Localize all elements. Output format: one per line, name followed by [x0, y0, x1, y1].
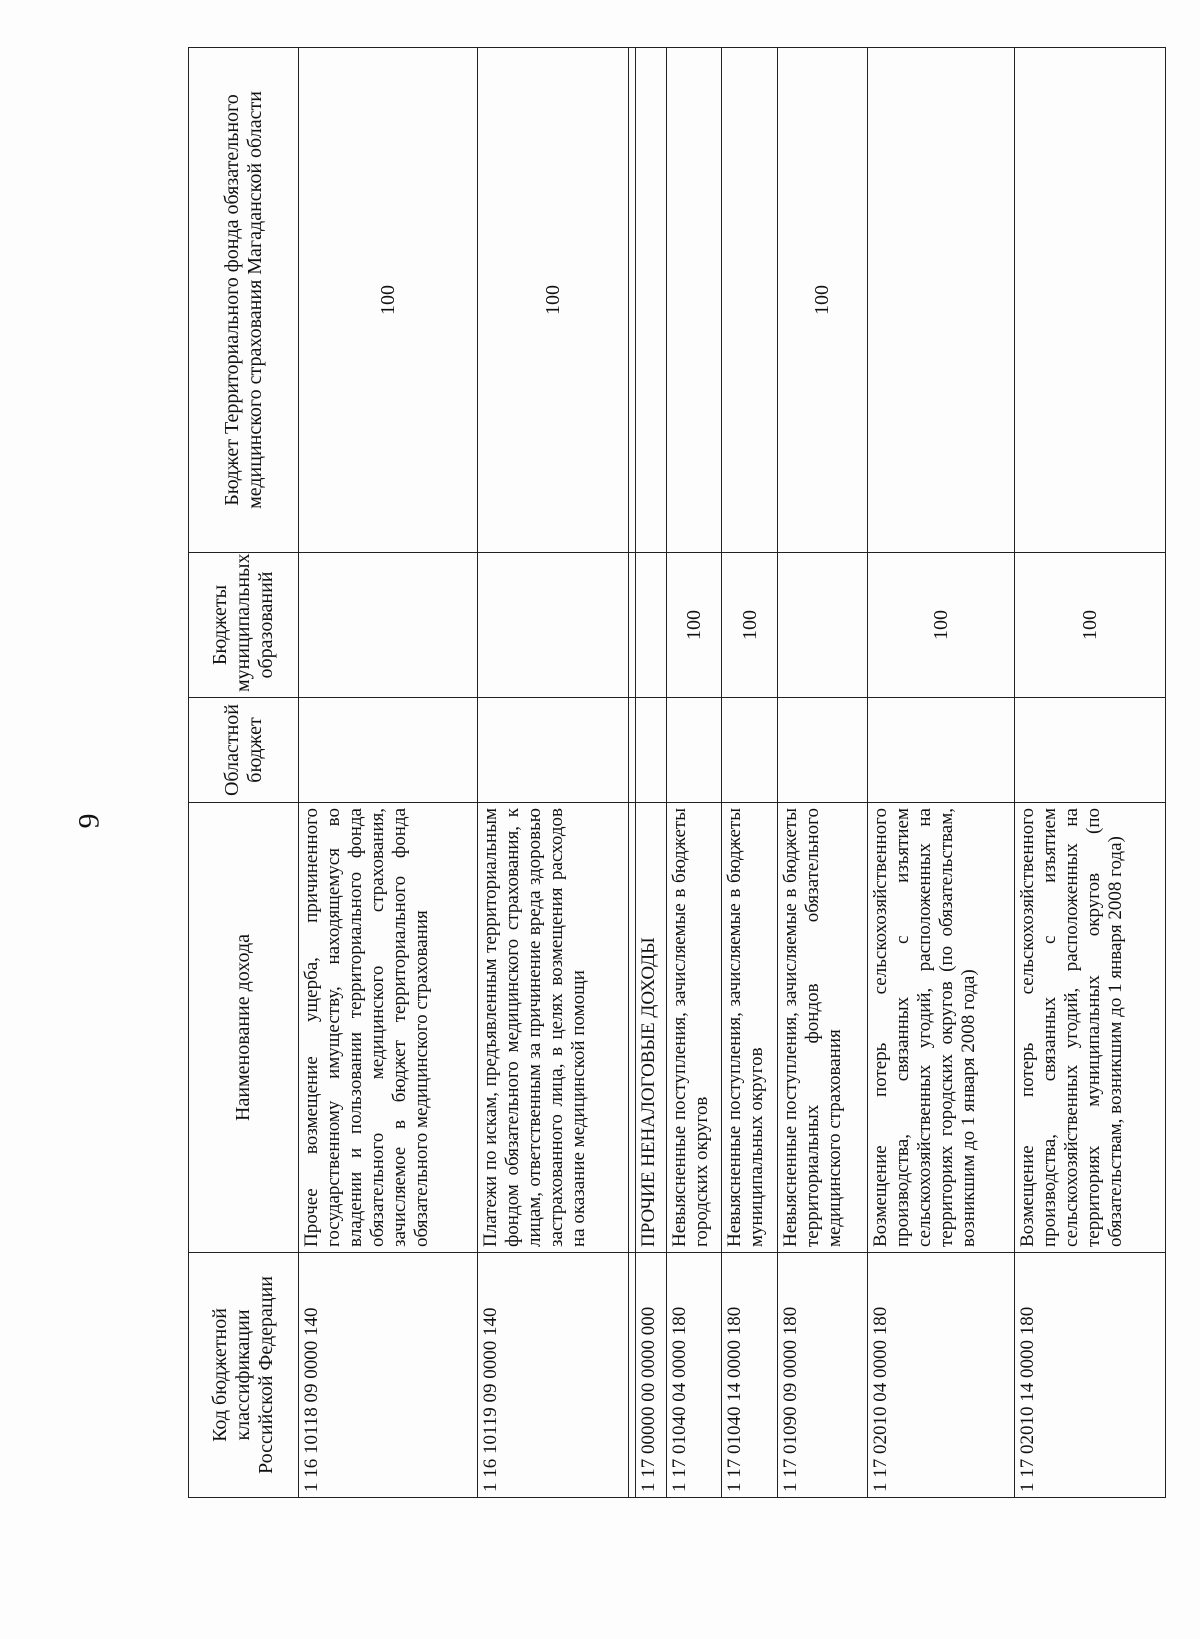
row-code: 1 17 01090 09 0000 180	[778, 1253, 867, 1498]
row-name: Возмещение потерь сельскохозяйственного производства, связанных с изъятием сельскохозяйственных угодий, расположенных на территориях муниципальных округов (по обязательствам, возникшим до 1 января 2008 года)	[1015, 803, 1166, 1253]
row-name: Прочее возмещение ущерба, причиненного государственному имуществу, находящемуся во владении и пользовании территориального фонда обязательного медицинского страхования, зачисляемое в бюджет территориального фонда обязательного медицинского страхования	[299, 803, 478, 1253]
row-name: ПРОЧИЕ НЕНАЛОГОВЫЕ ДОХОДЫ	[636, 803, 666, 1253]
header-municipal: Бюджеты муниципальных образований	[189, 553, 299, 698]
header-name: Наименование дохода	[189, 803, 299, 1253]
row-name: Невыясненные поступления, зачисляемые в бюджеты муниципальных округов	[722, 803, 778, 1253]
row-fund	[867, 48, 1014, 553]
revenue-table	[188, 47, 1166, 1498]
table-header-row	[189, 48, 299, 1498]
row-municipal: 100	[867, 553, 1014, 698]
row-municipal	[778, 553, 867, 698]
row-code: 1 17 01040 04 0000 180	[666, 1253, 722, 1498]
row-name: Возмещение потерь сельскохозяйственного производства, связанных с изъятием сельскохозяйственных угодий, расположенных на территориях городских округов (по обязательствам, возникшим до 1 января 2008 года)	[867, 803, 1014, 1253]
row-regional	[477, 698, 628, 803]
revenue-table-container	[188, 48, 1166, 1498]
row-regional	[1015, 698, 1166, 803]
row-regional	[666, 698, 722, 803]
row-fund: 100	[299, 48, 478, 553]
table-row	[778, 48, 867, 1498]
row-code: 1 17 02010 04 0000 180	[867, 1253, 1014, 1498]
row-regional	[778, 698, 867, 803]
row-municipal: 100	[666, 553, 722, 698]
row-municipal: 100	[722, 553, 778, 698]
table-row	[636, 48, 666, 1498]
row-code: 1 16 10118 09 0000 140	[299, 1253, 478, 1498]
row-fund: 100	[778, 48, 867, 553]
row-municipal	[299, 553, 478, 698]
row-separator	[628, 48, 636, 1498]
row-fund	[722, 48, 778, 553]
row-fund	[1015, 48, 1166, 553]
header-regional: Областной бюджет	[189, 698, 299, 803]
row-municipal	[477, 553, 628, 698]
table-row	[867, 48, 1014, 1498]
row-fund: 100	[477, 48, 628, 553]
header-fund: Бюджет Территориального фонда обязательного медицинского страхования Магаданской области	[189, 48, 299, 553]
table-row	[299, 48, 478, 1498]
table-row	[666, 48, 722, 1498]
row-regional	[867, 698, 1014, 803]
row-municipal	[636, 553, 666, 698]
row-municipal: 100	[1015, 553, 1166, 698]
table-row	[722, 48, 778, 1498]
table-row	[1015, 48, 1166, 1498]
row-code: 1 17 00000 00 0000 000	[636, 1253, 666, 1498]
table-row	[477, 48, 628, 1498]
row-code: 1 17 02010 14 0000 180	[1015, 1253, 1166, 1498]
row-name: Платежи по искам, предъявленным территориальным фондом обязательного медицинского страхования, к лицам, ответственным за причинение вреда здоровью застрахованного лица, в целях возмещения расходов на оказание медицинской помощи	[477, 803, 628, 1253]
row-regional	[722, 698, 778, 803]
row-code: 1 16 10119 09 0000 140	[477, 1253, 628, 1498]
page-number: 9	[72, 813, 106, 829]
row-regional	[299, 698, 478, 803]
row-fund	[636, 48, 666, 553]
row-code: 1 17 01040 14 0000 180	[722, 1253, 778, 1498]
row-name: Невыясненные поступления, зачисляемые в бюджеты городских округов	[666, 803, 722, 1253]
row-name: Невыясненные поступления, зачисляемые в бюджеты территориальных фондов обязательного медицинского страхования	[778, 803, 867, 1253]
row-fund	[666, 48, 722, 553]
row-regional	[636, 698, 666, 803]
header-code: Код бюджетной классификации Российской Федерации	[189, 1253, 299, 1498]
